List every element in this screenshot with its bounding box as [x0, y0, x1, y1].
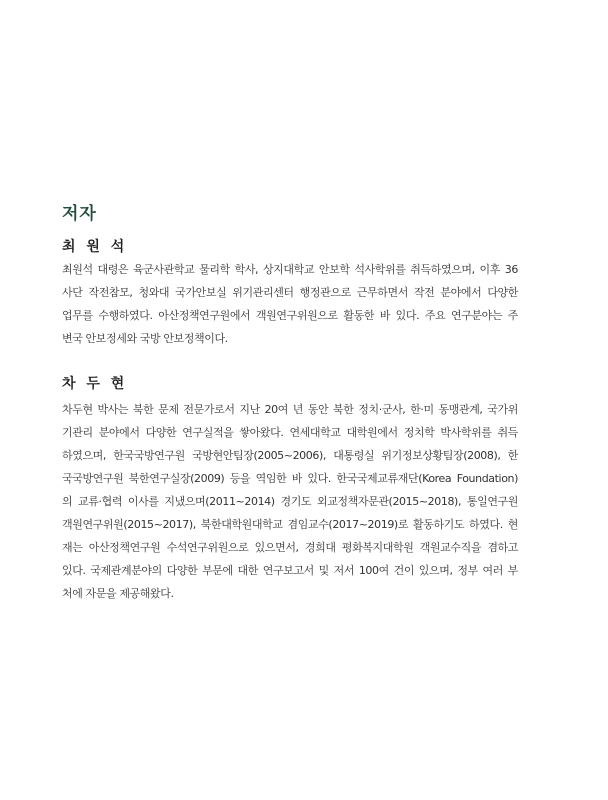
bio-line: 있다. 국제관계분야의 다양한 부문에 대한 연구보고서 및 저서 100여 건이 있으며, 정부 여러 부: [62, 564, 518, 577]
bio-line: 기관리 분야에서 다양한 연구실적을 쌓아왔다. 연세대학교 대학원에서 정치학 박사학위를 취득: [62, 426, 518, 439]
bio-line: 의 교류·협력 이사를 지냈으며(2011~2014) 경기도 외교정책자문관(2015~2018), 통일연구원: [62, 495, 518, 508]
bio-line: 최원석 대령은 육군사관학교 물리학 학사, 상지대학교 안보학 석사학위를 취득하였으며, 이후 36: [62, 263, 518, 276]
bio-line: 변국 안보정세와 국방 안보정책이다.: [62, 332, 228, 345]
bio-line: 객원연구위원(2015~2017), 북한대학원대학교 겸임교수(2017~2019)로 활동하기도 하였다. 현: [62, 518, 518, 531]
bio-line: 차두현 박사는 북한 문제 전문가로서 지난 20여 년 동안 북한 정치·군사, 한·미 동맹관계, 국가위: [62, 403, 518, 416]
bio-line: 처에 자문을 제공해왔다.: [62, 587, 174, 600]
bio-line: 국국방연구원 북한연구실장(2009) 등을 역임한 바 있다. 한국국제교류재단(Korea Foundation): [62, 472, 518, 485]
author-bio: [62, 258, 518, 350]
section-title: 저자: [62, 204, 97, 224]
author-bio: [62, 398, 518, 605]
bio-line: 재는 아산정책연구원 수석연구위원으로 있으면서, 경희대 평화복지대학원 객원교수직을 겸하고: [62, 541, 518, 554]
author-name: 최 원 석: [62, 239, 128, 255]
bio-line: 업무를 수행하였다. 아산정책연구원에서 객원연구위원으로 활동한 바 있다. 주요 연구분야는 주: [62, 309, 518, 322]
bio-line: 사단 작전참모, 청와대 국가안보실 위기관리센터 행정관으로 근무하면서 작전 분야에서 다양한: [62, 286, 518, 299]
author-name: 차 두 현: [62, 376, 128, 392]
bio-line: 하였으며, 한국국방연구원 국방현안팀장(2005~2006), 대통령실 위기정보상황팀장(2008), 한: [62, 449, 518, 462]
